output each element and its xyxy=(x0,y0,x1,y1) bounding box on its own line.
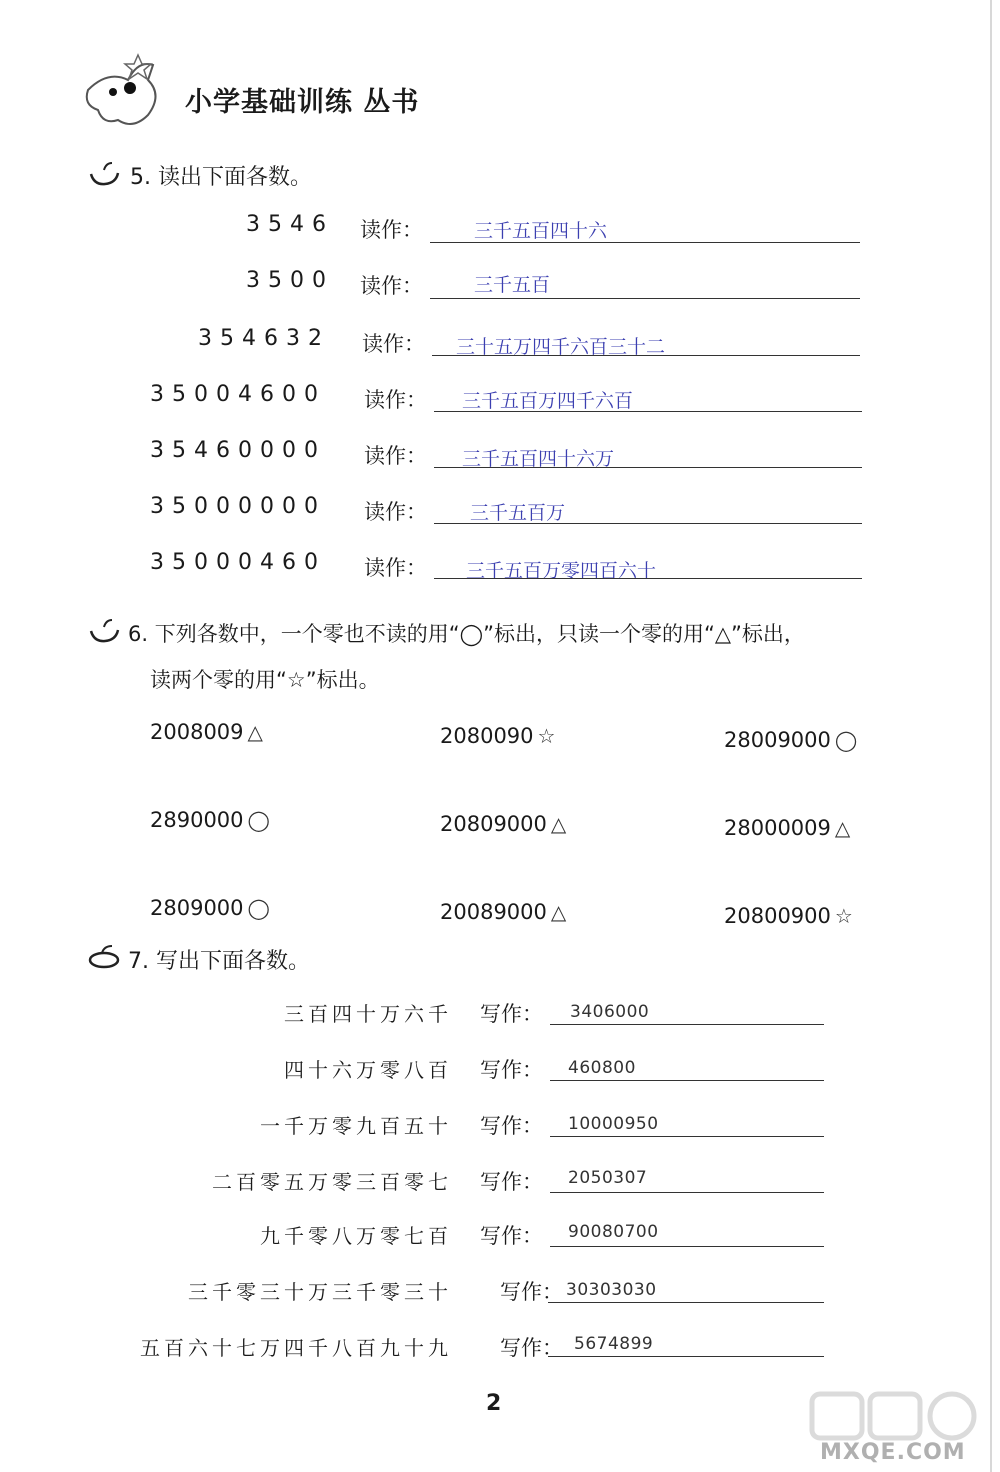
answer-line xyxy=(550,1136,824,1137)
q7-words: 三千零三十万三千零三十 xyxy=(188,1280,452,1304)
q6-number: 2008009 xyxy=(150,720,244,744)
q7-words: 三百四十万六千 xyxy=(284,1002,452,1026)
q6-mark: △ xyxy=(834,816,851,840)
answer-line xyxy=(434,467,862,468)
q5-title: 5. 读出下面各数。 xyxy=(130,165,312,190)
q7-answer: 90080700 xyxy=(568,1222,659,1242)
apple-icon xyxy=(88,160,122,186)
q7-label: 写作： xyxy=(500,1280,563,1304)
q6-number: 28009000 xyxy=(724,728,831,752)
q6-number: 2080090 xyxy=(440,724,534,748)
answer-line xyxy=(432,355,860,356)
q6-item xyxy=(150,720,263,744)
q6-item xyxy=(150,808,270,832)
q6-item xyxy=(724,816,850,840)
q5-number: 35000000 xyxy=(150,494,326,519)
q7-label: 写作： xyxy=(480,1224,543,1248)
series-title: 小学基础训练 丛书 xyxy=(185,87,420,118)
q7-answer: 2050307 xyxy=(568,1168,648,1188)
q5-number: 35460000 xyxy=(150,438,326,463)
q6-title-line2: 读两个零的用“☆”标出。 xyxy=(150,668,380,692)
q5-answer: 三千五百万零四百六十 xyxy=(466,560,657,582)
q6-title-line1: 6. 下列各数中，一个零也不读的用“◯”标出，只读一个零的用“△”标出， xyxy=(128,622,805,646)
watermark-text: MXQE.COM xyxy=(820,1440,966,1465)
q7-label: 写作： xyxy=(480,1114,543,1138)
q5-label: 读作： xyxy=(360,274,423,298)
q6-number: 28000009 xyxy=(724,816,831,840)
q6-number: 2809000 xyxy=(150,896,244,920)
q6-mark: ◯ xyxy=(834,728,858,752)
q5-label: 读作： xyxy=(364,444,427,468)
answer-line xyxy=(548,1302,824,1303)
page-edge xyxy=(990,0,992,1472)
page-number: 2 xyxy=(486,1391,502,1416)
q5-answer: 三千五百四十六 xyxy=(474,220,608,242)
q6-mark: ☆ xyxy=(537,724,556,748)
q5-number: 3546 xyxy=(246,212,334,237)
q6-number: 20809000 xyxy=(440,812,547,836)
q6-number: 20089000 xyxy=(440,900,547,924)
series-logo-icon xyxy=(78,50,178,140)
q5-number: 35000460 xyxy=(150,550,326,575)
q6-mark: ◯ xyxy=(247,808,270,832)
q5-answer: 三十五万四千六百三十二 xyxy=(456,336,666,358)
q5-number: 3500 xyxy=(246,268,334,293)
q5-label: 读作： xyxy=(362,332,425,356)
q5-label: 读作： xyxy=(364,500,427,524)
q5-number: 35004600 xyxy=(150,382,326,407)
answer-line xyxy=(434,523,862,524)
q6-item xyxy=(440,900,566,924)
q7-answer: 5674899 xyxy=(574,1334,654,1354)
q7-title: 7. 写出下面各数。 xyxy=(128,949,310,974)
q5-number: 354632 xyxy=(198,326,330,351)
answer-line xyxy=(550,1246,824,1247)
q6-item xyxy=(724,728,857,752)
answer-line xyxy=(430,242,860,243)
q6-number: 2890000 xyxy=(150,808,244,832)
q6-mark: △ xyxy=(550,900,567,924)
answer-line xyxy=(430,298,860,299)
q7-answer: 30303030 xyxy=(566,1280,657,1300)
answer-line xyxy=(550,1192,824,1193)
answer-line xyxy=(550,1080,824,1081)
q5-label: 读作： xyxy=(360,218,423,242)
q6-mark: △ xyxy=(247,720,263,744)
q5-answer: 三千五百万四千六百 xyxy=(462,390,634,412)
answer-line xyxy=(434,411,862,412)
q5-answer: 三千五百万 xyxy=(470,502,566,524)
q6-mark: ☆ xyxy=(834,904,853,928)
q6-number: 20800900 xyxy=(724,904,831,928)
q6-mark: ◯ xyxy=(247,896,270,920)
q5-label: 读作： xyxy=(364,556,427,580)
q7-words: 一千万零九百五十 xyxy=(260,1114,452,1138)
answer-line xyxy=(434,578,862,579)
q5-label: 读作： xyxy=(364,388,427,412)
q7-answer: 460800 xyxy=(568,1058,636,1078)
magnifier-icon xyxy=(82,944,126,974)
q7-label: 写作： xyxy=(500,1336,563,1360)
q5-answer: 三千五百四十六万 xyxy=(462,448,615,470)
q7-label: 写作： xyxy=(480,1170,543,1194)
answer-line xyxy=(548,1356,824,1357)
q7-words: 九千零八万零七百 xyxy=(260,1224,452,1248)
q7-words: 二百零五万零三百零七 xyxy=(212,1170,452,1194)
q7-answer: 10000950 xyxy=(568,1114,659,1134)
q7-label: 写作： xyxy=(480,1002,543,1026)
apple-icon xyxy=(88,617,122,643)
q6-item xyxy=(440,812,566,836)
q7-label: 写作： xyxy=(480,1058,543,1082)
q6-item xyxy=(440,724,555,748)
q6-mark: △ xyxy=(550,812,567,836)
q7-words: 四十六万零八百 xyxy=(284,1058,452,1082)
q7-words: 五百六十七万四千八百九十九 xyxy=(140,1336,452,1360)
q7-answer: 3406000 xyxy=(570,1002,650,1022)
answer-line xyxy=(550,1024,824,1025)
q6-item xyxy=(724,904,853,928)
q5-answer: 三千五百 xyxy=(474,274,551,296)
q6-item xyxy=(150,896,270,920)
